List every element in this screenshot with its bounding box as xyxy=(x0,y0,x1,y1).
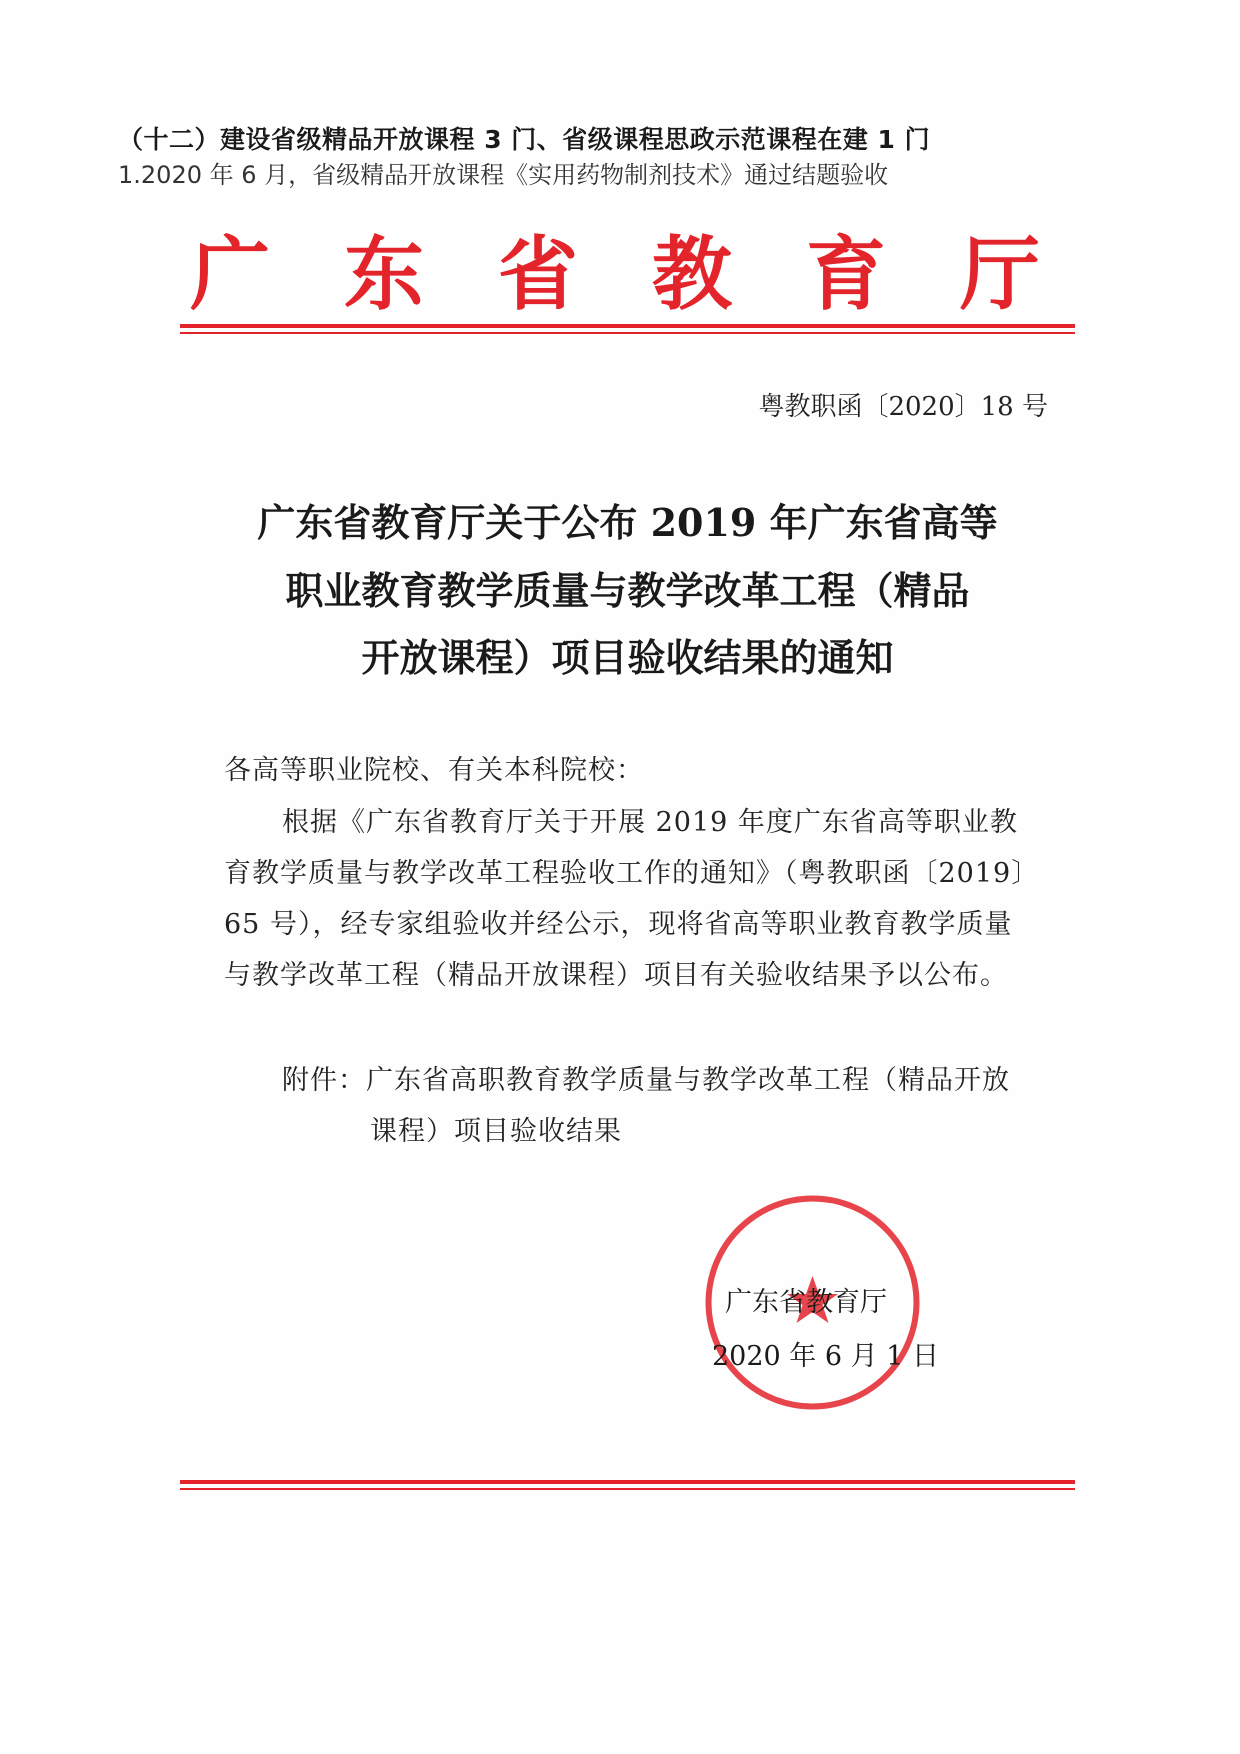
letterhead xyxy=(190,222,1040,321)
document-title-line: 广东省教育厅关于公布 2019 年广东省高等 xyxy=(257,500,998,545)
footer-rule-thin xyxy=(180,1488,1075,1490)
letterhead-char: 广 xyxy=(190,226,270,321)
letterhead-rule-thin xyxy=(180,332,1075,334)
signature-date: 2020 年 6 月 1 日 xyxy=(712,1341,939,1372)
body-line: 65 号），经专家组验收并经公示，现将省高等职业教育教学质量 xyxy=(224,909,1013,940)
section-subheading: 1.2020 年 6 月，省级精品开放课程《实用药物制剂技术》通过结题验收 xyxy=(118,161,889,189)
document-title-line: 职业教育教学质量与教学改革工程（精品 xyxy=(285,568,970,613)
document-title-line: 开放课程）项目验收结果的通知 xyxy=(361,635,894,680)
letterhead-char: 教 xyxy=(652,226,732,321)
attachment-line: 课程）项目验收结果 xyxy=(370,1116,622,1147)
salutation: 各高等职业院校、有关本科院校： xyxy=(224,755,644,786)
letterhead-char: 育 xyxy=(806,226,886,321)
signature-organization: 广东省教育厅 xyxy=(725,1287,887,1318)
body-line: 根据《广东省教育厅关于开展 2019 年度广东省高等职业教 xyxy=(282,807,1018,838)
footer-rule-thick xyxy=(180,1480,1075,1484)
body-line: 育教学质量与教学改革工程验收工作的通知》（粤教职函〔2019〕 xyxy=(224,858,1040,889)
letterhead-char: 省 xyxy=(498,226,578,321)
letterhead-char: 东 xyxy=(344,226,424,321)
section-heading: （十二）建设省级精品开放课程 3 门、省级课程思政示范课程在建 1 门 xyxy=(118,125,931,154)
letterhead-char: 厅 xyxy=(960,226,1040,321)
body-line: 与教学改革工程（精品开放课程）项目有关验收结果予以公布。 xyxy=(224,960,1008,991)
attachment-line: 附件：广东省高职教育教学质量与教学改革工程（精品开放 xyxy=(282,1065,1010,1096)
letterhead-rule-thick xyxy=(180,324,1075,328)
document-number: 粤教职函〔2020〕18 号 xyxy=(758,392,1048,422)
